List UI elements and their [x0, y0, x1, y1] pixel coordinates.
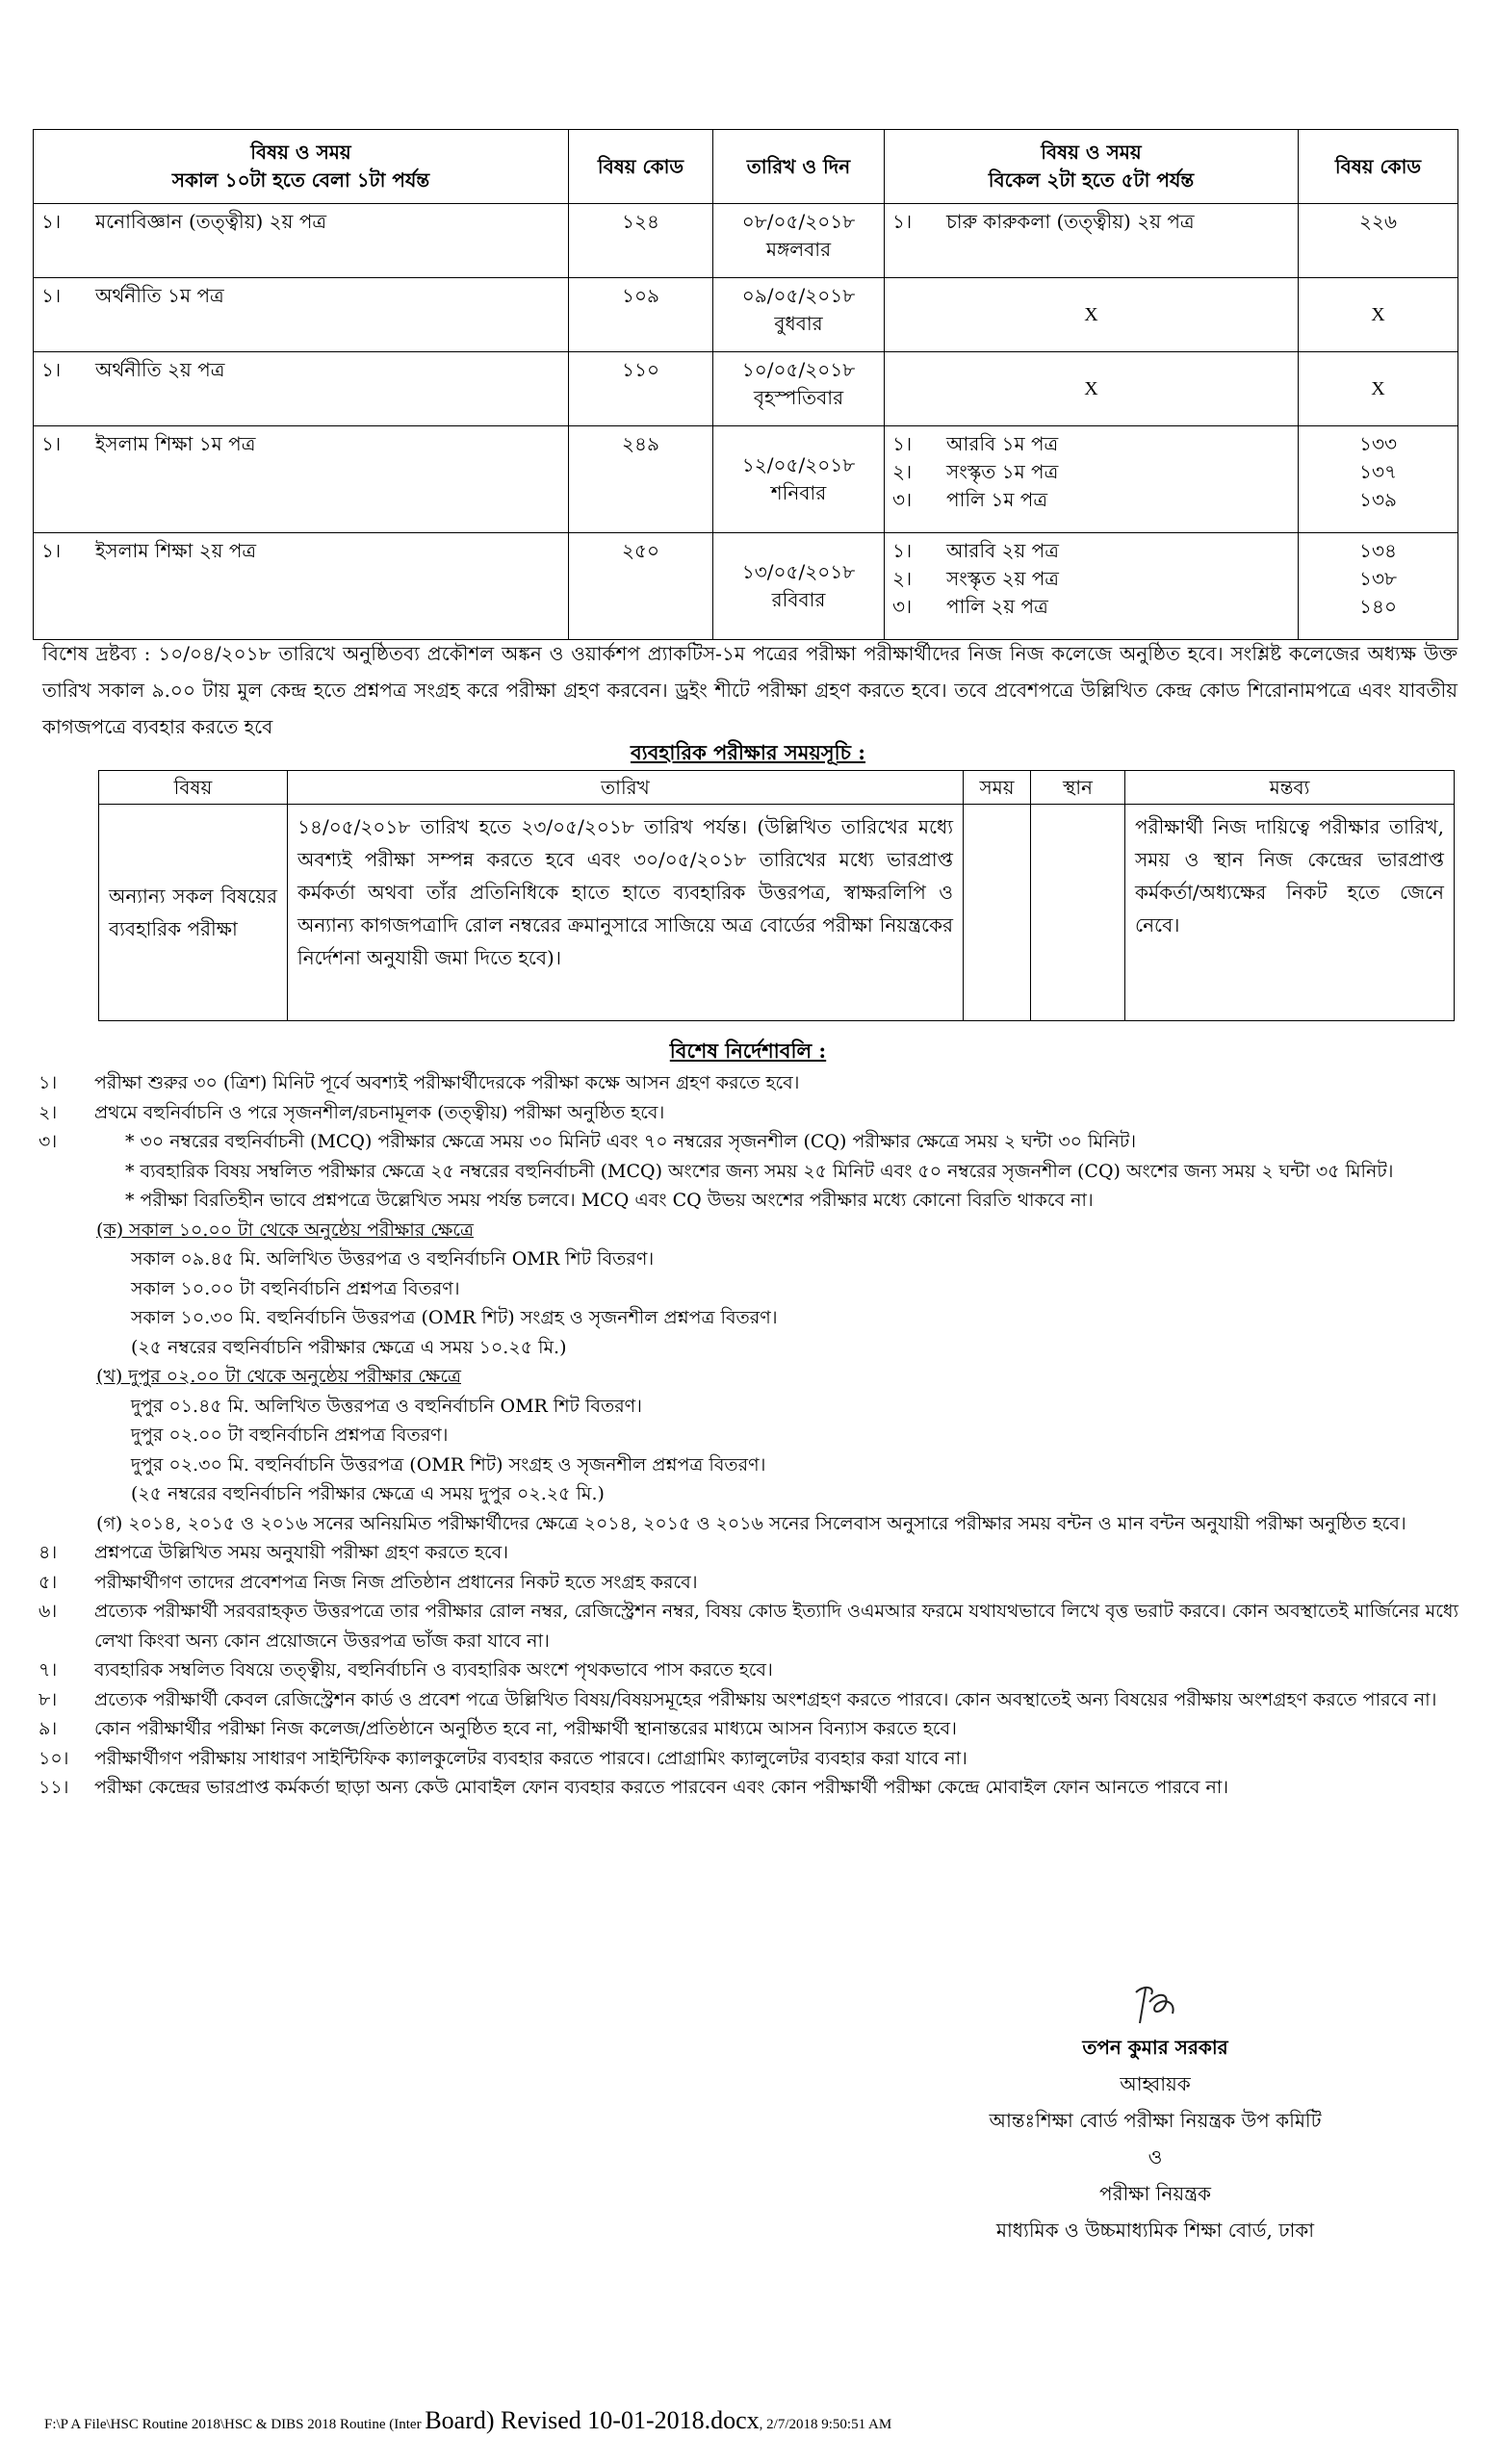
am-code-cell: ২৪৯ — [569, 426, 713, 533]
practical-date-cell: ১৪/০৫/২০১৮ তারিখ হতে ২৩/০৫/২০১৮ তারিখ পর্যন্ত। (উল্লিখিত তারিখের মধ্যে অবশ্যই পরীক্ষা সম্পন্ন করতে হবে এবং ৩০/০৫/২০১৮ তারিখের মধ্যে ভারপ্রাপ্ত কর্মকর্তা অথবা তাঁর প্রতিনিধিকে হাতে হাতে ব্যবহারিক উত্তরপত্র, স্বাক্ষরলিপি ও অন্যান্য কাগজপত্রাদি রোল নম্বরের ক্রমানুসারে সাজিয়ে অত্র বোর্ডের পরীক্ষা নিয়ন্ত্রকের নির্দেশনা অনুযায়ী জমা দিতে হবে)। — [288, 805, 964, 1021]
practical-header-subject: বিষয় — [99, 771, 288, 805]
list-item: সকাল ১০.৩০ মি. বহুনির্বাচনি উত্তরপত্র (OMR শিট) সংগ্রহ ও সৃজনশীল প্রশ্নপত্র বিতরণ। — [131, 1307, 778, 1328]
signatory-and: ও — [1148, 2145, 1163, 2169]
table-row — [34, 426, 1458, 533]
list-item: দুপুর ০২.৩০ মি. বহুনির্বাচনি উত্তরপত্র (OMR শিট) সংগ্রহ ও সৃজনশীল প্রশ্নপত্র বিতরণ। — [131, 1453, 766, 1476]
pm-code-cell: ২২৬ — [1299, 204, 1458, 278]
practical-remark-cell: পরীক্ষার্থী নিজ দায়িত্বে পরীক্ষার তারিখ, সময় ও স্থান নিজ কেন্দ্রের ভারপ্রাপ্ত কর্মকর্তা/অধ্যক্ষের নিকট হতে জেনে নেবে। — [1125, 805, 1455, 1021]
am-subject-cell: ১। ইসলাম শিক্ষা ১ম পত্র — [34, 426, 569, 533]
table-row — [34, 278, 1458, 352]
list-item: ৭। ব্যবহারিক সম্বলিত বিষয়ে তত্ত্বীয়, বহুনির্বাচনি ও ব্যবহারিক অংশে পৃথকভাবে পাস করতে হবে। — [39, 1659, 773, 1681]
pm-code-cell: ১৩৩ ১৩৭ ১৩৯ — [1299, 426, 1458, 533]
practical-header-remark: মন্তব্য — [1125, 771, 1455, 805]
list-item: ৫। পরীক্ষার্থীগণ তাদের প্রবেশপত্র নিজ নিজ প্রতিষ্ঠান প্রধানের নিকট হতে সংগ্রহ করবে। — [39, 1571, 698, 1593]
list-item: * পরীক্ষা বিরতিহীন ভাবে প্রশ্নপত্রে উল্লেখিত সময় পর্যন্ত চলবে। MCQ এবং CQ উভয় অংশের পরীক্ষার মধ্যে কোনো বিরতি থাকবে না। — [125, 1190, 1094, 1211]
date-cell: ১২/০৫/২০১৮ শনিবার — [713, 426, 885, 533]
pm-cross-cell: X — [885, 352, 1299, 426]
file-path-footer: F:\P A File\HSC Routine 2018\HSC & DIBS 2018 Routine (Inter Board) Revised 10-01-2018.docx, 2/7/2018 9:50:51 AM — [44, 2406, 892, 2434]
list-item: ৯। কোন পরীক্ষার্থীর পরীক্ষা নিজ কলেজ/প্রতিষ্ঠানে অনুষ্ঠিত হবে না, পরীক্ষার্থী স্থানান্তরের মাধ্যমে আসন বিন্যাস করতে হবে। — [39, 1718, 957, 1739]
pm-code-cross-cell: X — [1299, 352, 1458, 426]
list-item: ৮। প্রত্যেক পরীক্ষার্থী কেবল রেজিস্ট্রেশন কার্ড ও প্রবেশ পত্রে উল্লিখিত বিষয়/বিষয়সমূহের পরীক্ষায় অংশগ্রহণ করতে পারবে। কোন অবস্থাতেই অন্য বিষয়ের পরীক্ষায় অংশগ্রহণ করতে পারবে না। — [39, 1688, 1437, 1710]
signature-block — [915, 1981, 1396, 2248]
table-row — [34, 533, 1458, 640]
date-cell: ০৯/০৫/২০১৮ বুধবার — [713, 278, 885, 352]
am-subject-cell: ১। অর্থনীতি ২য় পত্র — [34, 352, 569, 426]
list-item: ২। প্রথমে বহুনির্বাচনি ও পরে সৃজনশীল/রচনামূলক (তত্ত্বীয়) পরীক্ষা অনুষ্ঠিত হবে। — [39, 1101, 665, 1123]
am-code-cell: ১০৯ — [569, 278, 713, 352]
instructions-title: বিশেষ নির্দেশাবলি : — [669, 1039, 827, 1063]
date-cell: ০৮/০৫/২০১৮ মঙ্গলবার — [713, 204, 885, 278]
header-date: তারিখ ও দিন — [713, 130, 885, 204]
practical-header-time: সময় — [964, 771, 1031, 805]
list-item: ৪। প্রশ্নপত্রে উল্লিখিত সময় অনুযায়ী পরীক্ষা গ্রহণ করতে হবে। — [39, 1542, 509, 1563]
handwritten-signature — [1126, 1981, 1184, 2029]
pm-cross-cell: X — [885, 278, 1299, 352]
practical-header-place: স্থান — [1031, 771, 1125, 805]
am-code-cell: ১২৪ — [569, 204, 713, 278]
date-cell: ১৩/০৫/২০১৮ রবিবার — [713, 533, 885, 640]
list-item: (২৫ নম্বরের বহুনির্বাচনি পরীক্ষার ক্ষেত্রে এ সময় ১০.২৫ মি.) — [131, 1336, 567, 1358]
pm-subject-cell: ১। চারু কারুকলা (তত্ত্বীয়) ২য় পত্র — [885, 204, 1299, 278]
pm-subject-cell: ১। আরবি ২য় পত্র ২। সংস্কৃত ২য় পত্র ৩। পালি ২য় পত্র — [885, 533, 1299, 640]
list-item: (২৫ নম্বরের বহুনির্বাচনি পরীক্ষার ক্ষেত্রে এ সময় দুপুর ০২.২৫ মি.) — [131, 1483, 605, 1504]
header-code: বিষয় কোড — [569, 130, 713, 204]
instructions-list — [39, 1068, 1458, 1803]
header-morning: বিষয় ও সময় সকাল ১০টা হতে বেলা ১টা পর্যন্ত — [34, 130, 569, 204]
list-item: * ব্যবহারিক বিষয় সম্বলিত পরীক্ষার ক্ষেত্রে ২৫ নম্বরের বহুনির্বাচনী (MCQ) অংশের জন্য সময় ২৫ মিনিট এবং ৫০ নম্বরের সৃজনশীল (CQ) অংশের জন্য সময় ২ ঘন্টা ৩৫ মিনিট। — [125, 1160, 1394, 1182]
header-code-2: বিষয় কোড — [1299, 130, 1458, 204]
list-item: (ক) সকাল ১০.০০ টা থেকে অনুষ্ঠেয় পরীক্ষার ক্ষেত্রে — [96, 1219, 474, 1241]
practical-subject-cell: অন্যান্য সকল বিষয়ের ব্যবহারিক পরীক্ষা — [99, 805, 288, 1021]
am-subject-cell: ১। ইসলাম শিক্ষা ২য় পত্র — [34, 533, 569, 640]
list-item: ১০। পরীক্ষার্থীগণ পরীক্ষায় সাধারণ সাইন্টিফিক ক্যালকুলেটর ব্যবহার করতে পারবে। প্রোগ্রামিং ক্যালুলেটর ব্যবহার করা যাবে না। — [39, 1747, 967, 1769]
table-row — [34, 352, 1458, 426]
date-cell: ১০/০৫/২০১৮ বৃহস্পতিবার — [713, 352, 885, 426]
list-item: (খ) দুপুর ০২.০০ টা থেকে অনুষ্ঠেয় পরীক্ষার ক্ষেত্রে — [96, 1366, 461, 1387]
routine-header-row — [34, 130, 1458, 204]
list-item: (গ) ২০১৪, ২০১৫ ও ২০১৬ সনের অনিয়মিত পরীক্ষার্থীদের ক্ষেত্রে ২০১৪, ২০১৫ ও ২০১৬ সনের সিলেবাস অনুসারে পরীক্ষার সময় বন্টন ও মান বন্টন অনুযায়ী পরীক্ষা অনুষ্ঠিত হবে। — [96, 1512, 1406, 1534]
table-row — [99, 805, 1455, 1021]
practical-time-cell — [964, 805, 1031, 1021]
table-row — [34, 204, 1458, 278]
routine-table — [33, 129, 1458, 640]
am-subject-cell: ১। মনোবিজ্ঞান (তত্ত্বীয়) ২য় পত্র — [34, 204, 569, 278]
signatory-name: তপন কুমার সরকার — [1082, 2036, 1228, 2059]
practical-table — [98, 770, 1455, 1021]
pm-subject-cell: ১। আরবি ১ম পত্র ২। সংস্কৃত ১ম পত্র ৩। পালি ১ম পত্র — [885, 426, 1299, 533]
practical-place-cell — [1031, 805, 1125, 1021]
am-code-cell: ১১০ — [569, 352, 713, 426]
am-subject-cell: ১। অর্থনীতি ১ম পত্র — [34, 278, 569, 352]
list-item: সকাল ১০.০০ টা বহুনির্বাচনি প্রশ্নপত্র বিতরণ। — [131, 1277, 460, 1299]
list-item: ৩। * ৩০ নম্বরের বহুনির্বাচনী (MCQ) পরীক্ষার ক্ষেত্রে সময় ৩০ মিনিট এবং ৭০ নম্বরের সৃজনশীল (CQ) পরীক্ষার ক্ষেত্রে সময় ২ ঘন্টা ৩০ মিনিট। — [39, 1131, 1136, 1152]
practical-header-date: তারিখ — [288, 771, 964, 805]
signatory-committee: আন্তঃশিক্ষা বোর্ড পরীক্ষা নিয়ন্ত্রক উপ কমিটি — [989, 2109, 1322, 2132]
am-code-cell: ২৫০ — [569, 533, 713, 640]
pm-code-cell: ১৩৪ ১৩৮ ১৪০ — [1299, 533, 1458, 640]
list-item: দুপুর ০১.৪৫ মি. অলিখিত উত্তরপত্র ও বহুনির্বাচনি OMR শিট বিতরণ। — [131, 1395, 642, 1417]
list-item: ১। পরীক্ষা শুরুর ৩০ (ত্রিশ) মিনিট পূর্বে অবশ্যই পরীক্ষার্থীদেরকে পরীক্ষা কক্ষে আসন গ্রহণ করতে হবে। — [39, 1072, 800, 1093]
list-item: সকাল ০৯.৪৫ মি. অলিখিত উত্তরপত্র ও বহুনির্বাচনি OMR শিট বিতরণ। — [131, 1248, 655, 1270]
list-item: ৬। প্রত্যেক পরীক্ষার্থী সরবরাহকৃত উত্তরপত্রে তার পরীক্ষার রোল নম্বর, রেজিস্ট্রেশন নম্বর, বিষয় কোড ইত্যাদি ওএমআর ফরমে যথাযথভাবে লিখে বৃত্ত ভরাট করবে। কোন অবস্থাতেই মার্জিনের মধ্যে লেখা কিংবা অন্য কোন প্রয়োজনে উত্তরপত্র ভাঁজ করা যাবে না। — [39, 1601, 1458, 1652]
pm-code-cross-cell: X — [1299, 278, 1458, 352]
signatory-title: আহ্বায়ক — [1120, 2072, 1191, 2095]
practical-header-row — [99, 771, 1455, 805]
signatory-role: পরীক্ষা নিয়ন্ত্রক — [1099, 2182, 1211, 2205]
special-note: বিশেষ দ্রষ্টব্য : ১০/০৪/২০১৮ তারিখে অনুষ্ঠিতব্য প্রকৌশল অঙ্কন ও ওয়ার্কশপ প্র্যাকটিস-১ম পত্রের পরীক্ষা পরীক্ষার্থীদের নিজ নিজ কলেজে অনুষ্ঠিত হবে। সংশ্লিষ্ট কলেজের অধ্যক্ষ উক্ত তারিখ সকাল ৯.০০ টায় মুল কেন্দ্র হতে প্রশ্নপত্র সংগ্রহ করে পরীক্ষা গ্রহণ করবেন। ড্রইং শীটে পরীক্ষা গ্রহণ করতে হবে। তবে প্রবেশপত্রে উল্লিখিত কেন্দ্র কোড শিরোনামপত্রে এবং যাবতীয় কাগজপত্রে ব্যবহার করতে হবে — [42, 642, 1457, 738]
header-afternoon: বিষয় ও সময় বিকেল ২টা হতে ৫টা পর্যন্ত — [885, 130, 1299, 204]
practical-title: ব্যবহারিক পরীক্ষার সময়সূচি : — [630, 740, 866, 764]
list-item: ১১। পরীক্ষা কেন্দ্রের ভারপ্রাপ্ত কর্মকর্তা ছাড়া অন্য কেউ মোবাইল ফোন ব্যবহার করতে পারবেন এবং কোন পরীক্ষার্থী পরীক্ষা কেন্দ্রে মোবাইল ফোন আনতে পারবে না। — [39, 1777, 1229, 1798]
list-item: দুপুর ০২.০০ টা বহুনির্বাচনি প্রশ্নপত্র বিতরণ। — [131, 1424, 449, 1446]
signatory-board: মাধ্যমিক ও উচ্চমাধ্যমিক শিক্ষা বোর্ড, ঢাকা — [995, 2219, 1315, 2242]
